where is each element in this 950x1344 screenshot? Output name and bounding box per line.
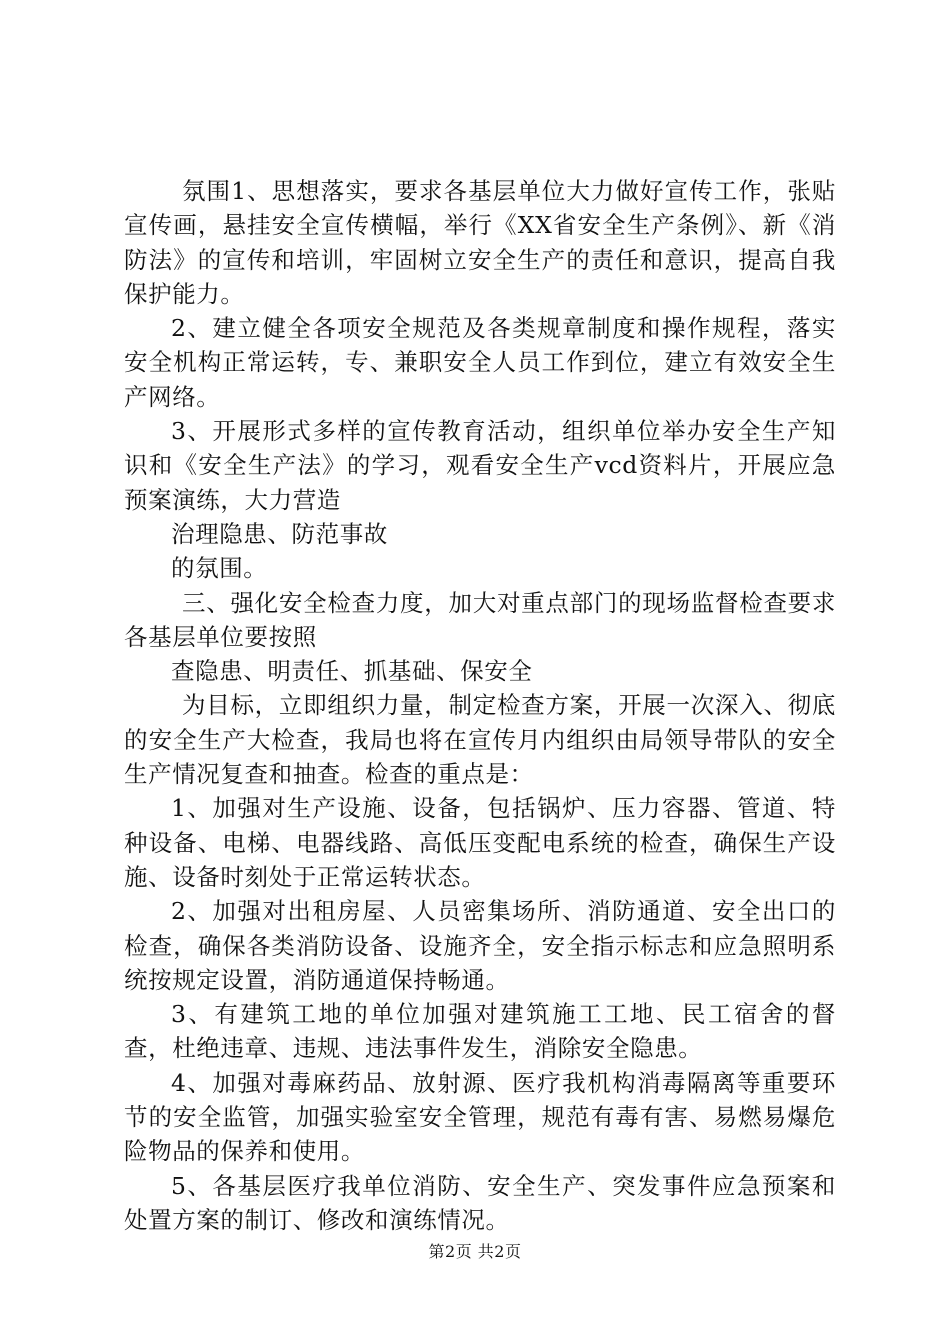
paragraph-3: 3、开展形式多样的宣传教育活动，组织单位举办安全生产知识和《安全生产法》的学习，观看安全生产vcd资料片，开展应急预案演练，大力营造	[124, 417, 836, 514]
paragraph-5: 的氛围。	[171, 554, 268, 583]
paragraph-12: 4、加强对毒麻药品、放射源、医疗我机构消毒隔离等重要环节的安全监管，加强实验室安全管理，规范有毒有害、易燃易爆危险物品的保养和使用。	[124, 1068, 836, 1166]
paragraph-9: 1、加强对生产设施、设备，包括锅炉、压力容器、管道、特种设备、电梯、电器线路、高低压变配电系统的检查，确保生产设施、设备时刻处于正常运转状态。	[124, 794, 836, 891]
page-number-footer: 第2页 共2页	[428, 1242, 522, 1261]
paragraph-7: 查隐患、明责任、抓基础、保安全	[171, 657, 533, 686]
paragraph-8: 为目标，立即组织力量，制定检查方案，开展一次深入、彻底的安全生产大检查，我局也将在宣传月内组织由局领导带队的安全生产情况复查和抽查。检查的重点是：	[124, 691, 836, 789]
paragraph-4: 治理隐患、防范事故	[171, 519, 388, 548]
paragraph-10: 2、加强对出租房屋、人员密集场所、消防通道、安全出口的检查，确保各类消防设备、设施齐全，安全指示标志和应急照明系统按规定设置，消防通道保持畅通。	[124, 897, 836, 994]
paragraph-6: 三、强化安全检查力度，加大对重点部门的现场监督检查要求各基层单位要按照	[124, 588, 836, 651]
paragraph-2: 2、建立健全各项安全规范及各类规章制度和操作规程，落实安全机构正常运转，专、兼职安全人员工作到位，建立有效安全生产网络。	[124, 314, 836, 411]
paragraph-1: 氛围1、思想落实，要求各基层单位大力做好宣传工作，张贴宣传画，悬挂安全宣传横幅，举行《XX省安全生产条例》、新《消防法》的宣传和培训，牢固树立安全生产的责任和意识，提高自我保护能力。	[124, 177, 836, 308]
paragraph-13: 5、各基层医疗我单位消防、安全生产、突发事件应急预案和处置方案的制订、修改和演练情况。	[124, 1171, 836, 1234]
document-body	[124, 174, 836, 1237]
paragraph-11: 3、有建筑工地的单位加强对建筑施工工地、民工宿舍的督查，杜绝违章、违规、违法事件发生，消除安全隐患。	[124, 1000, 836, 1063]
